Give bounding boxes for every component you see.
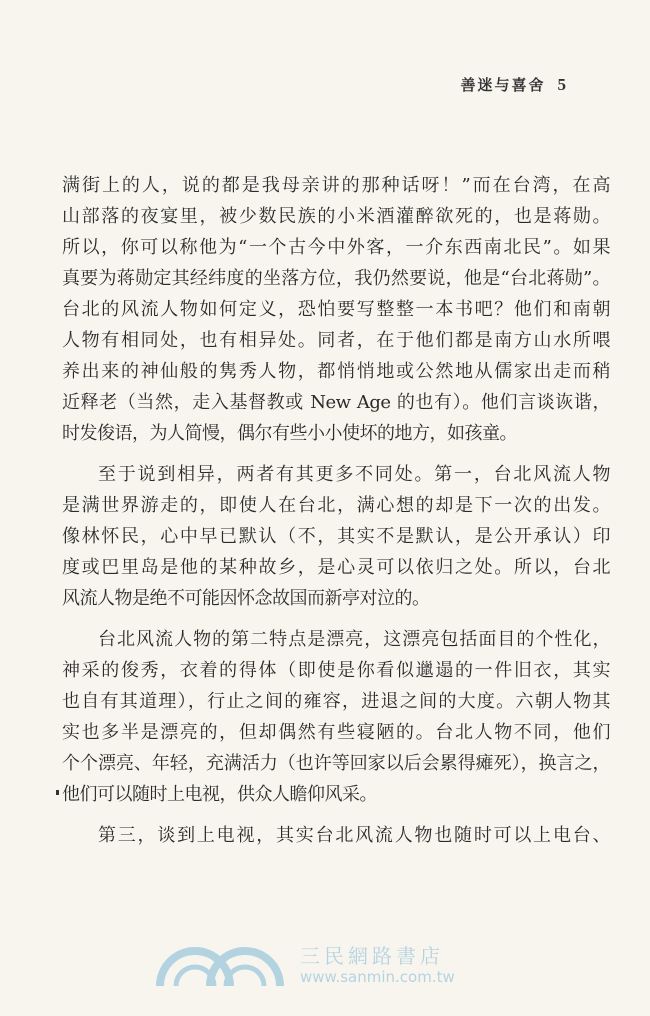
text-line: 度或巴里岛是他的某种故乡，是心灵可以依归之处。所以，台北 <box>62 557 610 578</box>
text-line: 养出来的神仙般的隽秀人物，都悄悄地或公然地从儒家出走而稍 <box>62 361 610 382</box>
text-line: 满街上的人，说的都是我母亲讲的那种话呀！”而在台湾，在高 <box>62 175 610 196</box>
text-line: 是满世界游走的，即使人在台北，满心想的却是下一次的出发。 <box>62 495 610 516</box>
running-title: 善迷与喜舍 <box>460 76 546 94</box>
text-line: 近释老（当然，走入基督教或 New Age 的也有）。他们言谈诙谐， <box>62 392 610 413</box>
paragraph <box>62 820 610 851</box>
running-header <box>460 74 568 95</box>
text-line: 第三，谈到上电视，其实台北风流人物也随时可以上电台、 <box>98 825 610 846</box>
text-line: 山部落的夜宴里，被少数民族的小米酒灌醉欲死的，也是蒋勋。 <box>62 206 610 227</box>
paragraph <box>62 170 610 449</box>
watermark-name: 三民網路書店 <box>300 944 444 968</box>
text-line: 至于说到相异，两者有其更多不同处。第一，台北风流人物 <box>98 464 610 485</box>
watermark-logo-icon <box>150 936 290 986</box>
page-number: 5 <box>557 75 568 94</box>
text-line: 神采的俊秀，衣着的得体（即使是你看似邋遢的一件旧衣，其实 <box>62 660 610 681</box>
text-line: 人物有相同处，也有相异处。同者，在于他们都是南方山水所喂 <box>62 330 610 351</box>
page-body <box>62 170 610 861</box>
text-line: 他们可以随时上电视，供众人瞻仰风采。 <box>62 784 377 805</box>
paragraph <box>62 459 610 614</box>
scan-mark <box>56 790 59 795</box>
text-line: 真要为蒋勋定其经纬度的坐落方位，我仍然要说，他是“台北蒋勋”。 <box>62 268 610 289</box>
text-line: 台北风流人物的第二特点是漂亮，这漂亮包括面目的个性化， <box>98 629 610 650</box>
text-line: 风流人物是绝不可能因怀念故国而新亭对泣的。 <box>62 588 430 609</box>
text-line: 时发俊语，为人简慢，偶尔有些小小使坏的地方，如孩童。 <box>62 423 517 444</box>
text-line: 台北的风流人物如何定义，恐怕要写整整一本书吧？他们和南朝 <box>62 299 610 320</box>
text-line: 个个漂亮、年轻，充满活力（也许等回家以后会累得瘫死），换言之， <box>62 753 610 774</box>
text-line: 也自有其道理），行止之间的雍容，进退之间的大度。六朝人物其 <box>62 691 610 712</box>
text-line: 像林怀民，心中早已默认（不，其实不是默认，是公开承认）印 <box>62 526 610 547</box>
watermark-url: www.sanmin.com.tw <box>300 968 455 986</box>
paragraph <box>62 624 610 810</box>
text-line: 所以，你可以称他为“一个古今中外客，一介东西南北民”。如果 <box>62 237 610 258</box>
text-line: 实也多半是漂亮的，但却偶然有些寝陋的。台北人物不同，他们 <box>62 722 610 743</box>
